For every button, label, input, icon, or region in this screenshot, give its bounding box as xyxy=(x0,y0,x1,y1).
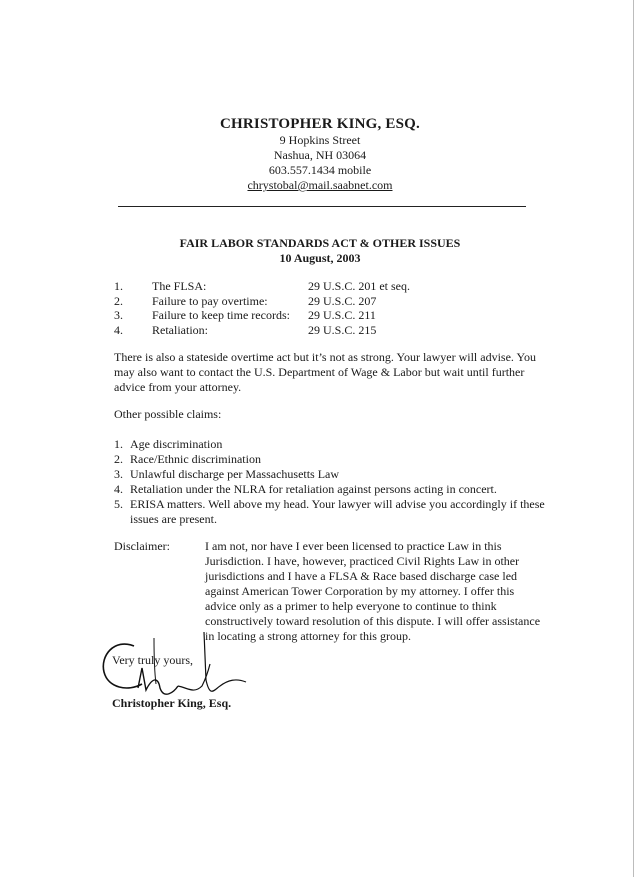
claim-number: 2. xyxy=(114,452,123,466)
statute-label: The FLSA: xyxy=(152,279,207,293)
claim-item xyxy=(114,452,554,467)
statute-number: 1. xyxy=(114,279,123,293)
closing-line: Very truly yours, xyxy=(112,653,193,667)
claim-text: Retaliation under the NLRA for retaliation against persons acting in concert. xyxy=(130,482,497,496)
statute-citation: 29 U.S.C. 207 xyxy=(308,293,377,308)
header-divider xyxy=(118,206,526,207)
statute-label: Failure to pay overtime: xyxy=(152,293,268,308)
claim-item xyxy=(114,482,554,497)
author-name: CHRISTOPHER KING, ESQ. xyxy=(219,116,420,132)
other-claims-heading: Other possible claims: xyxy=(114,407,222,421)
claim-number: 1. xyxy=(114,437,123,451)
claim-item xyxy=(114,467,554,482)
statute-label: Failure to keep time records: xyxy=(152,308,290,322)
email-address: chrystobal@mail.saabnet.com xyxy=(247,178,393,192)
statute-citation: 29 U.S.C. 211 xyxy=(308,308,376,322)
document-title: FAIR LABOR STANDARDS ACT & OTHER ISSUES xyxy=(179,236,461,250)
statute-label: Retaliation: xyxy=(152,322,208,337)
statute-number: 2. xyxy=(114,293,123,308)
claim-text: Race/Ethnic discrimination xyxy=(130,452,261,466)
claim-item xyxy=(114,497,554,527)
overtime-paragraph: There is also a stateside overtime act but it’s not as strong. Your lawyer will advise. You may also want to contact the U.S. Department of Wage & Labor but wait until further advice from your attorney. xyxy=(114,350,536,394)
statute-number: 3. xyxy=(114,308,123,322)
disclaimer-text: I am not, nor have I ever been licensed to practice Law in this Jurisdiction. I have, however, practiced Civil Rights Law in other jurisdictions and I have a FLSA & Race based discharge case led against American Tower Corporation by my attorney. I offer this advice only as a primer to help everyone to continue to think constructively toward resolution of this dispute. I will offer assistance in locating a strong attorney for this group. xyxy=(205,539,541,643)
scan-edge-line xyxy=(633,0,634,877)
statute-number: 4. xyxy=(114,322,123,337)
document-heading xyxy=(120,236,520,266)
signer-name: Christopher King, Esq. xyxy=(112,696,232,710)
claim-text: Age discrimination xyxy=(130,437,223,451)
letterhead xyxy=(120,116,520,193)
claim-item xyxy=(114,437,554,452)
claim-number: 4. xyxy=(114,482,123,496)
disclaimer-label: Disclaimer: xyxy=(114,539,170,553)
claim-number: 3. xyxy=(114,467,123,481)
statute-citation: 29 U.S.C. 201 et seq. xyxy=(308,279,410,293)
city-address: Nashua, NH 03064 xyxy=(273,148,367,162)
claim-number: 5. xyxy=(114,497,123,511)
claims-list xyxy=(114,437,554,527)
claim-text: Unlawful discharge per Massachusetts Law xyxy=(130,467,340,481)
statute-citation: 29 U.S.C. 215 xyxy=(308,322,377,337)
claim-text: ERISA matters. Well above my head. Your lawyer will advise you accordingly if these issues are present. xyxy=(130,497,545,526)
document-date: 10 August, 2003 xyxy=(279,251,361,265)
phone-number: 603.557.1434 mobile xyxy=(268,163,372,177)
street-address: 9 Hopkins Street xyxy=(279,133,361,147)
